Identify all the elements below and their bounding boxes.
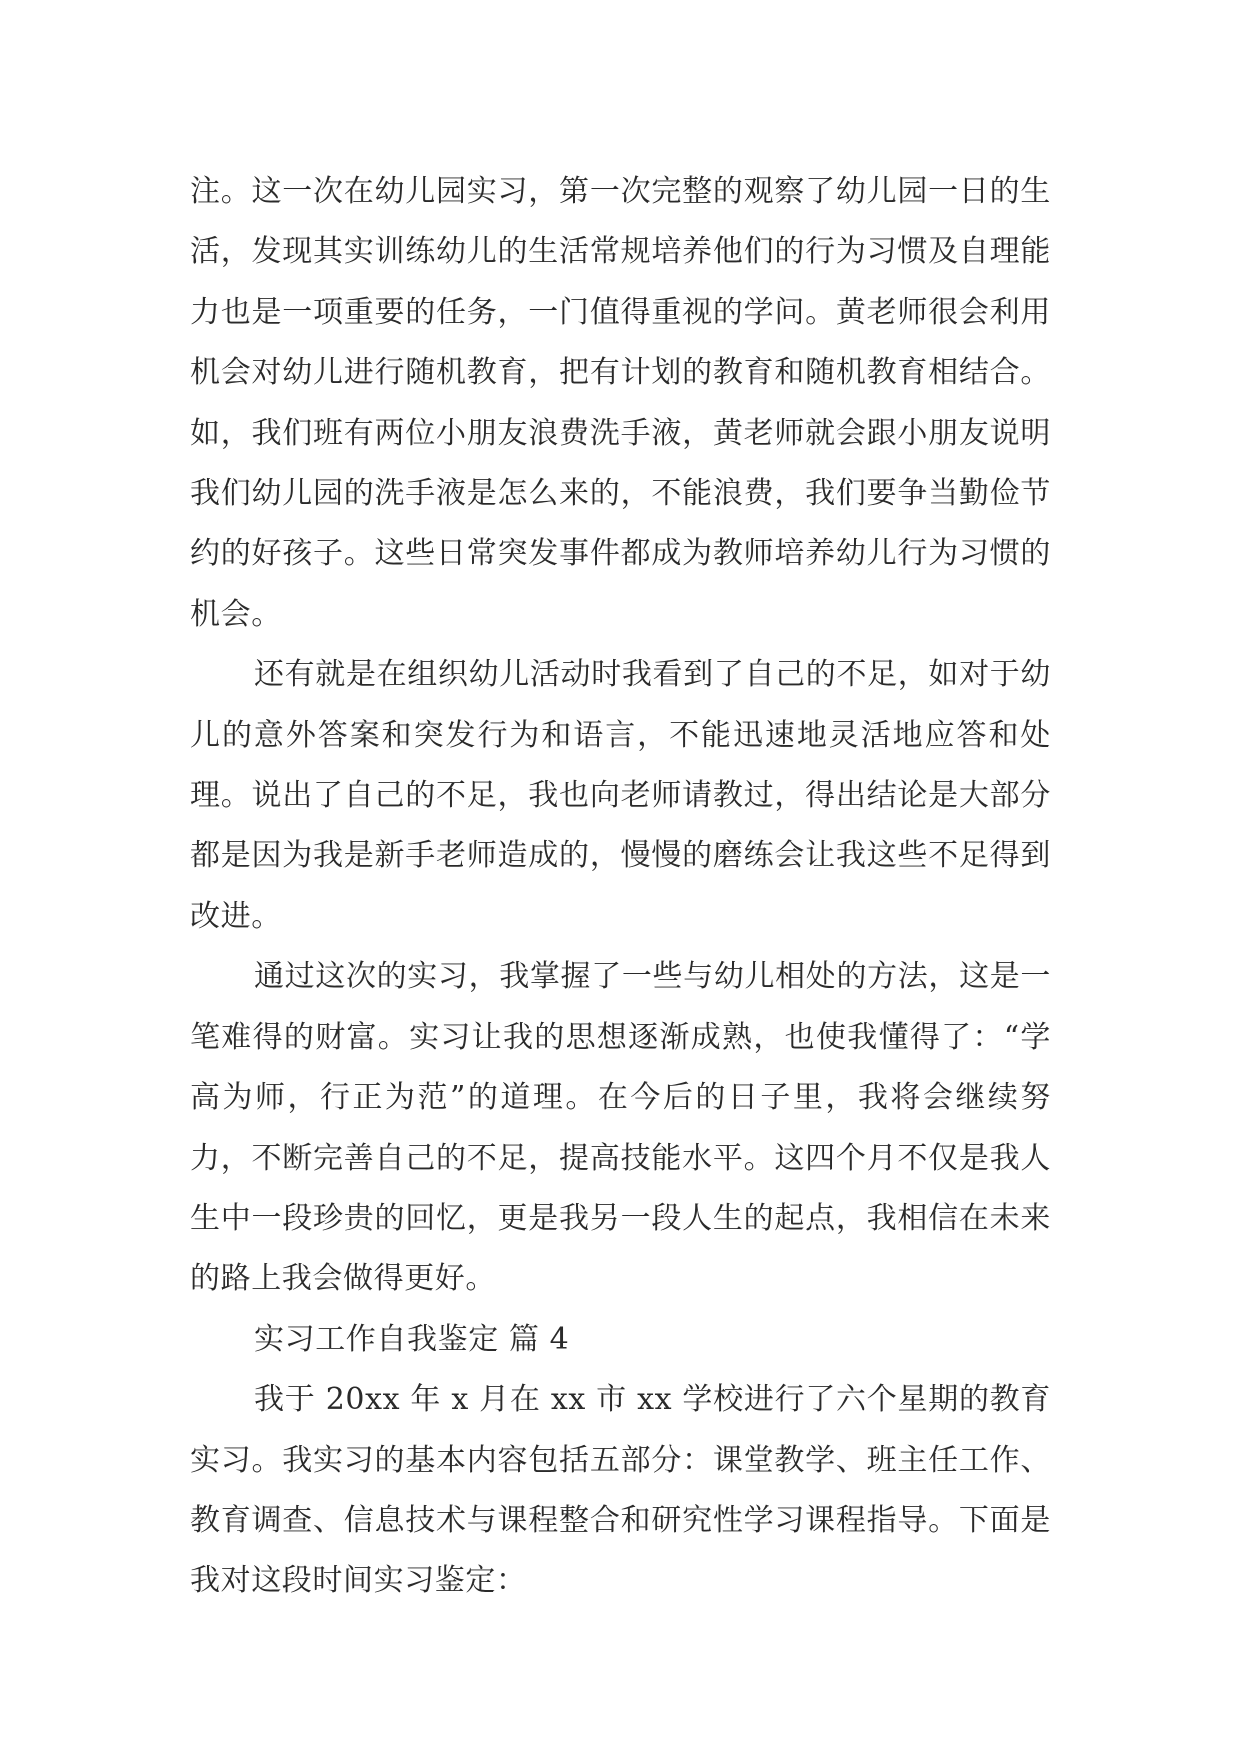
paragraph-shortcomings: 还有就是在组织幼儿活动时我看到了自己的不足，如对于幼儿的意外答案和突发行为和语言，不能迅速地灵活地应答和处理。说出了自己的不足，我也向老师请教过，得出结论是大部分都是因为我是新手老师造成的，慢慢的磨练会让我这些不足得到改进。 xyxy=(190,657,1051,934)
section-heading: 实习工作自我鉴定 篇 4 xyxy=(254,1321,570,1357)
paragraph-conclusion: 通过这次的实习，我掌握了一些与幼儿相处的方法，这是一笔难得的财富。实习让我的思想逐渐成熟，也使我懂得了：“学高为师，行正为范”的道理。在今后的日子里，我将会继续努力，不断完善自己的不足，提高技能水平。这四个月不仅是我人生中一段珍贵的回忆，更是我另一段人生的起点，我相信在未来的路上我会做得更好。 xyxy=(190,959,1051,1297)
paragraph-continued: 注。这一次在幼儿园实习，第一次完整的观察了幼儿园一日的生活，发现其实训练幼儿的生活常规培养他们的行为习惯及自理能力也是一项重要的任务，一门值得重视的学问。黄老师很会利用机会对幼儿进行随机教育，把有计划的教育和随机教育相结合。如，我们班有两位小朋友浪费洗手液，黄老师就会跟小朋友说明我们幼儿园的洗手液是怎么来的，不能浪费，我们要争当勤俭节约的好孩子。这些日常突发事件都成为教师培养幼儿行为习惯的机会。 xyxy=(190,174,1051,632)
paragraph-intro: 我于 20xx 年 x 月在 xx 市 xx 学校进行了六个星期的教育实习。我实习的基本内容包括五部分：课堂教学、班主任工作、教育调查、信息技术与课程整合和研究性学习课程指导。下面是我对这段时间实习鉴定： xyxy=(190,1382,1051,1599)
document-body xyxy=(190,162,1051,1612)
